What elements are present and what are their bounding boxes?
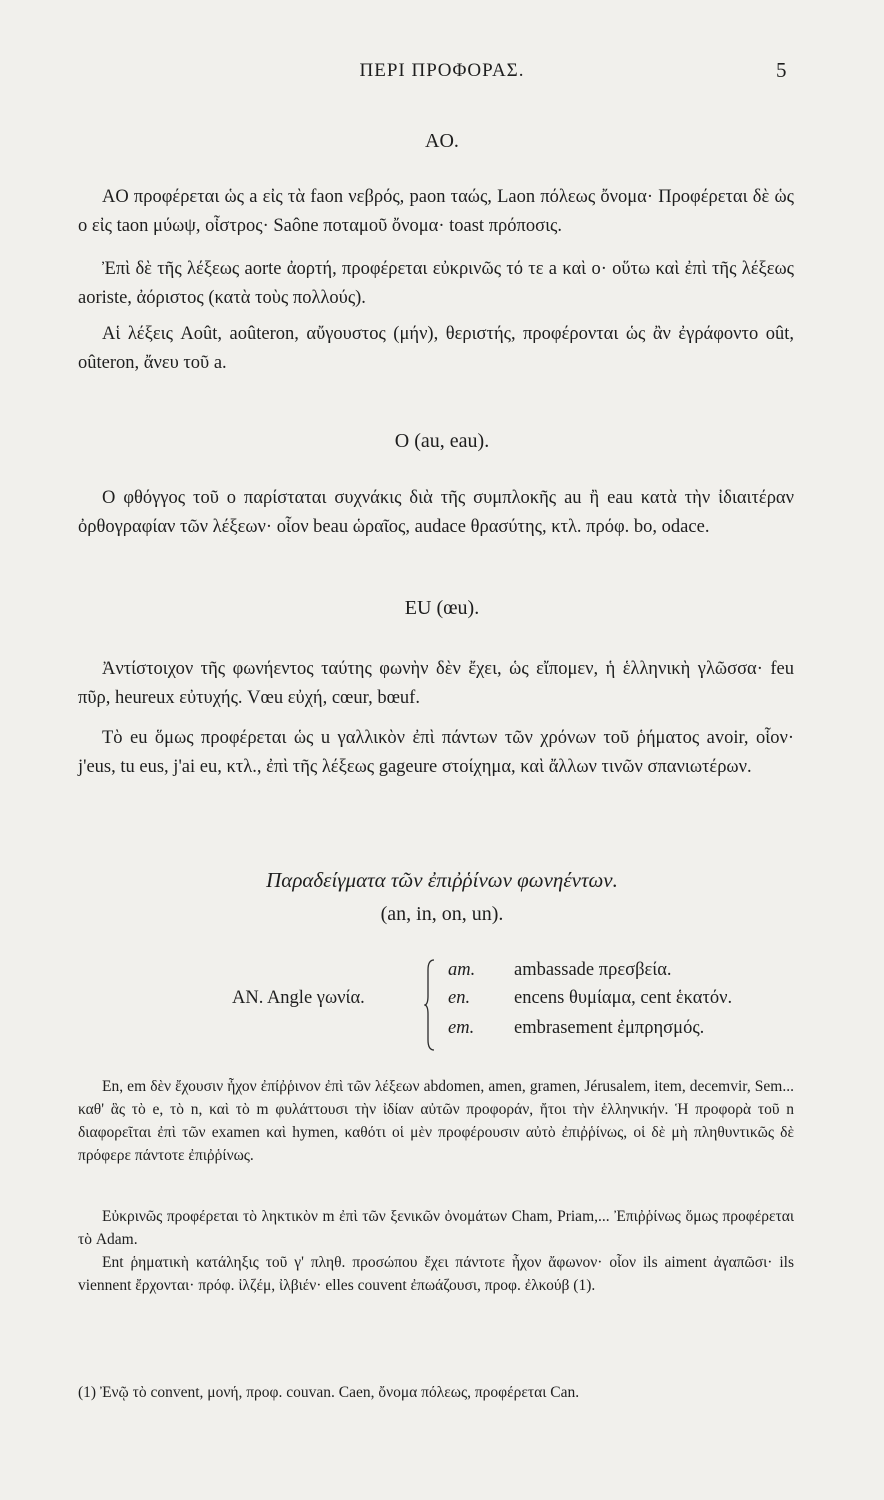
note-ent: Ent ῥηματικὴ κατάληξις τοῦ γ' πληθ. προσώπου ἔχει πάντοτε ἦχον ἄφωνον· οἷον ils aiment ἀγαπῶσι· ils viennent ἔρχονται· πρόφ. ἰλζέμ, ἰλβιέν· elles couvent ἐπωάζουσι, προφ. ἐλκούβ (1). bbox=[78, 1254, 794, 1294]
note-en-em: En, em δὲν ἔχουσιν ἦχον ἐπίῤῥινον ἐπὶ τῶν λέξεων abdomen, amen, gramen, Jérusalem, item, decemvir, Sem... καθ' ἃς τὸ e, τὸ n, καὶ τὸ m φυλάττουσι τὴν ἰδίαν αὐτῶν προφοράν, ἤτοι τὴν ἑλληνικήν. Ἡ προφορὰ τοῦ n διαφορεῖται ἐπὶ τῶν examen καὶ hymen, καθότι οἱ μὲν προφέρουσιν αὐτὸ ἐπιῤῥίνως, οἱ δὲ μὴ πληθυντικῶς δὲ πρόφερε πάντοτε ἐπιῤῥίνως. bbox=[78, 1078, 794, 1164]
example-abbr: en. bbox=[448, 988, 471, 1008]
running-title: ΠΕΡΙ ΠΡΟΦΟΡΑΣ. bbox=[359, 60, 525, 81]
paragraph-ao-1: AO προφέρεται ὡς a εἰς τὰ faon νεβρός, paon ταώς, Laon πόλεως ὄνομα· Προφέρεται δὲ ὡς o εἰς taon μύωψ, οἶστρος· Saône ποταμοῦ ὄνομα· toast πρόποσις. bbox=[78, 187, 794, 236]
nasals-subheading: (an, in, on, un). bbox=[380, 903, 504, 925]
example-word: encens θυμίαμα, cent ἑκατόν. bbox=[514, 988, 733, 1008]
note-final-m: Εὐκρινῶς προφέρεται τὸ ληκτικὸν m ἐπὶ τῶν ξενικῶν ὀνομάτων Cham, Priam,... Ἐπιῤῥίνως ὅμως προφέρεται τὸ Adam. bbox=[78, 1208, 794, 1248]
nasal-examples bbox=[0, 958, 884, 1058]
paragraph-eu-2: Τὸ eu ὅμως προφέρεται ὡς u γαλλικὸν ἐπὶ πάντων τῶν χρόνων τοῦ ῥήματος avoir, οἷον· j'eus, tu eus, j'ai eu, κτλ., ἐπὶ τῆς λέξεως gageure στοίχημα, καὶ ἄλλων τινῶν σπανιωτέρων. bbox=[78, 728, 794, 777]
page-number: 5 bbox=[776, 58, 787, 82]
footnote-divider bbox=[78, 1356, 794, 1357]
curly-brace-icon bbox=[424, 958, 436, 1052]
nasals-heading: Παραδείγματα τῶν ἐπιῤῥίνων φωνηέντων. bbox=[266, 868, 618, 892]
section-heading-ao: AO. bbox=[425, 130, 459, 152]
footnote: (1) Ἐνῷ τὸ convent, μονή, προφ. couvan. Caen, ὄνομα πόλεως, προφέρεται Can. bbox=[78, 1384, 580, 1401]
paragraph-eu-1: Ἀντίστοιχον τῆς φωνήεντος ταύτης φωνὴν δὲν ἔχει, ὡς εἴπομεν, ἡ ἑλληνικὴ γλῶσσα· feu πῦρ, heureux εὐτυχής. Vœu εὐχή, cœur, bœuf. bbox=[78, 659, 794, 708]
example-row bbox=[448, 988, 732, 1009]
example-row bbox=[448, 960, 672, 981]
example-abbr: em. bbox=[448, 1018, 475, 1038]
example-head: AN. Angle γωνία. bbox=[232, 988, 365, 1008]
paragraph-ao-2: Ἐπὶ δὲ τῆς λέξεως aorte ἀορτή, προφέρεται εὐκρινῶς τό τε a καὶ o· οὕτω καὶ ἐπὶ τῆς λέξεως aoriste, ἀόριστος (κατὰ τοὺς πολλούς). bbox=[78, 259, 794, 308]
example-row bbox=[448, 1018, 704, 1039]
example-abbr: am. bbox=[448, 960, 476, 980]
paragraph-ao-3: Αἱ λέξεις Août, aoûteron, αὔγουστος (μήν), θεριστής, προφέρονται ὡς ἂν ἐγράφοντο oût, oûteron, ἄνευ τοῦ a. bbox=[78, 324, 794, 373]
example-word: embrasement ἐμπρησμός. bbox=[514, 1018, 705, 1038]
section-heading-eu: EU (œu). bbox=[404, 597, 480, 619]
paragraph-o-1: O φθόγγος τοῦ o παρίσταται συχνάκις διὰ τῆς συμπλοκῆς au ἢ eau κατὰ τὴν ἰδιαιτέραν ὀρθογραφίαν τῶν λέξεων· οἷον beau ὡραῖος, audace θρασύτης, κτλ. πρόφ. bo, odace. bbox=[78, 488, 794, 537]
example-word: ambassade πρεσβεία. bbox=[514, 960, 672, 980]
section-heading-o: O (au, eau). bbox=[394, 430, 490, 452]
